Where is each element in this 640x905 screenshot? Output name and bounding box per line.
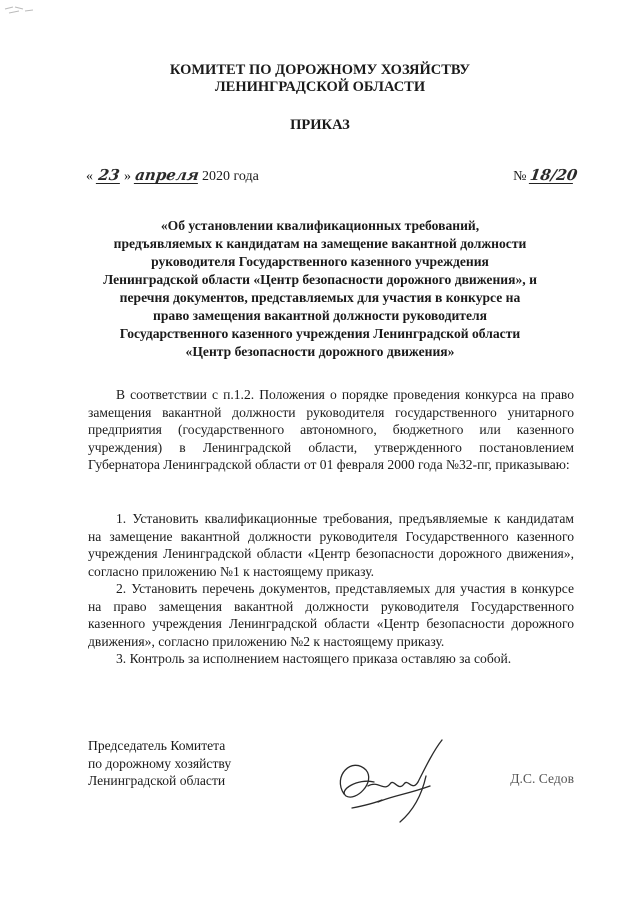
signatory-title-line1: Председатель Комитета (88, 738, 226, 753)
order-item-1: 1. Установить квалификационные требования, предъявляемые к кандидатам на замещение вакантной должности руководителя Государственного казенного учреждения Ленинградской области «Центр безопасности дорожного движения», согласно приложению №1 к настоящему приказу. (88, 511, 574, 579)
date-month-handwritten: апреля (133, 166, 200, 184)
date-day-handwritten: 23 (96, 166, 121, 184)
order-item-2: 2. Установить перечень документов, представляемых для участия в конкурсе на право замещения вакантной должности руководителя Государственного казенного учреждения Ленинградской области «Центр безопасности дорожного движения», согласно приложению №2 к настоящему приказу. (88, 581, 574, 649)
org-name-line1: КОМИТЕТ ПО ДОРОЖНОМУ ХОЗЯЙСТВУ (169, 62, 471, 78)
signatory-name: Д.С. Седов (510, 771, 574, 786)
date-number-line (86, 163, 579, 187)
subject-line: Ленинградской области «Центр безопасности дорожного движения», и (103, 272, 537, 287)
subject-line: руководителя Государственного казенного учреждения (151, 254, 489, 269)
subject-line: Государственного казенного учреждения Ленинградской области (119, 326, 521, 341)
date-year: 2020 года (202, 169, 259, 184)
handwritten-signature (322, 736, 462, 826)
subject-line: перечня документов, представляемых для участия в конкурсе на (119, 290, 521, 305)
signatory-title (88, 737, 231, 790)
subject-line: право замещения вакантной должности руководителя (153, 308, 487, 323)
intro-section (88, 386, 574, 474)
date-close-quote: » (124, 169, 131, 184)
doc-type-title: ПРИКАЗ (290, 117, 350, 133)
subject-line: «Об установлении квалификационных требований, (160, 218, 480, 233)
order-item-3: 3. Контроль за исполнением настоящего приказа оставляю за собой. (116, 651, 512, 666)
number-prefix: № (513, 169, 527, 184)
order-number-handwritten: 18/20 (528, 166, 579, 184)
order-date (86, 167, 259, 185)
date-open-quote: « (86, 169, 93, 184)
subject-line: «Центр безопасности дорожного движения» (185, 344, 455, 359)
order-subject (70, 217, 570, 361)
subject-line: предъявляемых к кандидатам на замещение вакантной должности (113, 236, 527, 251)
intro-paragraph: В соответствии с п.1.2. Положения о порядке проведения конкурса на право замещения вакантной должности руководителя государственного унитарного предприятия (государственного автономного, бюджетного или казенного учреждения) в Ленинградской области, утвержденного постановлением Губернатора Ленинградской области от 01 февраля 2000 года №32-пг, приказываю: (88, 387, 574, 472)
signatory-title-line3: Ленинградской области (88, 773, 226, 788)
signatory-title-line2: по дорожному хозяйству (88, 755, 232, 771)
org-name-line2: ЛЕНИНГРАДСКОЙ ОБЛАСТИ (214, 79, 426, 95)
order-number (513, 166, 579, 185)
order-items (88, 510, 574, 668)
scan-artifact-mark (3, 3, 43, 23)
